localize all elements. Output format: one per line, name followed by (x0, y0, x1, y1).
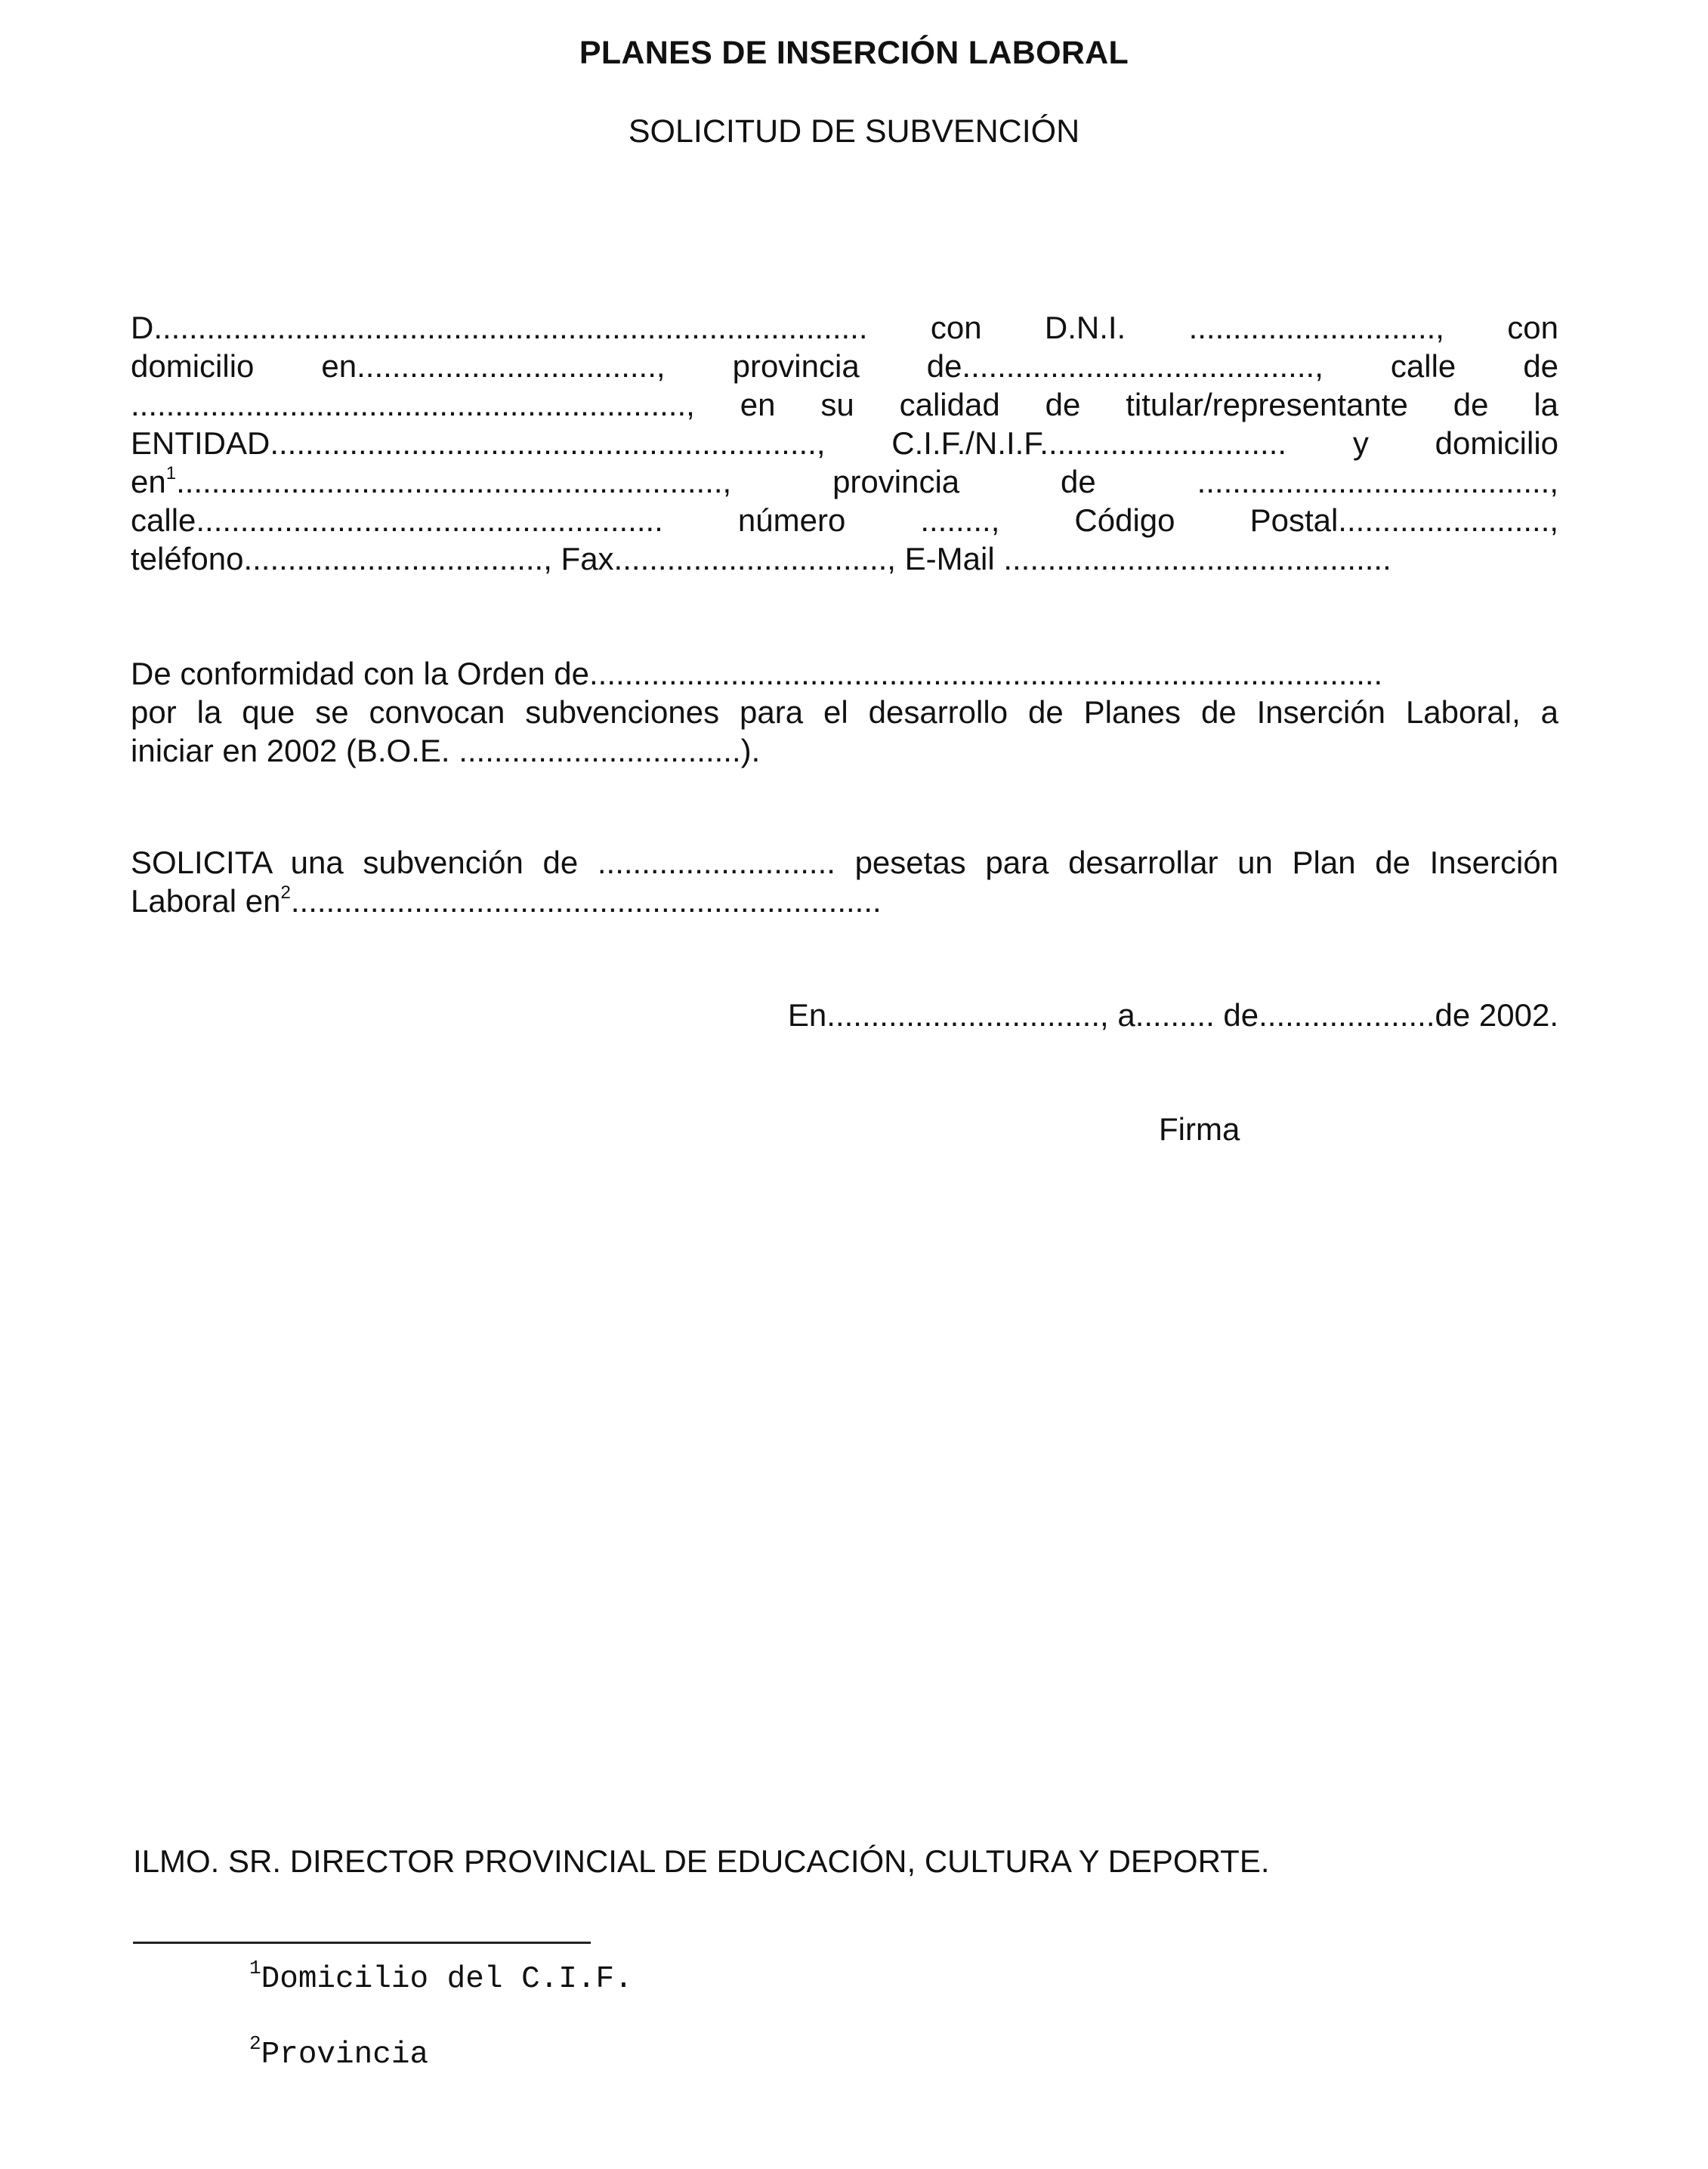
applicant-line-domicile: domicilio en.................................., provincia de........................................, calle de (131, 348, 1558, 384)
request-block (131, 843, 1558, 920)
date-line: En..............................., a......... de....................de 2002. (787, 997, 1558, 1033)
addressee: ILMO. SR. DIRECTOR PROVINCIAL DE EDUCACIÓN, CULTURA Y DEPORTE. (133, 1843, 1270, 1879)
footnote-ref-1: 1 (165, 463, 177, 484)
footnote-number: 1 (249, 1957, 261, 1979)
document-title: PLANES DE INSERCIÓN LABORAL (579, 35, 1129, 71)
footnote-number: 2 (249, 2032, 261, 2055)
applicant-line-contact: teléfono.................................., Fax..............................., E-Mail ............................................ (131, 541, 1391, 576)
conformity-line-call: por la que se convocan subvenciones para el desarrollo de Planes de Inserción Laboral, a (131, 694, 1558, 730)
applicant-line-name: D................................................................................. con D.N.I. ............................, con (131, 310, 1558, 345)
request-line-province: Laboral en$^2$................................................................... (131, 882, 882, 919)
request-line-amount: SOLICITA una subvención de ........................... pesetas para desarrollar un Plan de Inserción (131, 845, 1558, 880)
applicant-line-entity-address: en$^1$.............................................................., provincia de ........................................, (131, 463, 1558, 499)
document-subtitle: SOLICITUD DE SUBVENCIÓN (628, 113, 1080, 150)
footnote-ref-2: 2 (280, 882, 291, 903)
conformity-block (131, 654, 1558, 770)
conformity-line-order: De conformidad con la Orden de.......................................................................................... (131, 656, 1383, 691)
footnote-text: Domicilio del C.I.F. (261, 1962, 633, 1997)
footnote-divider (133, 1942, 591, 1944)
footnote-2 (249, 2032, 429, 2072)
footnote-text: Provincia (261, 2038, 429, 2072)
footnote-1 (249, 1957, 633, 1997)
signature-label: Firma (1159, 1111, 1240, 1147)
applicant-line-street: calle..................................................... número ........, Código Postal........................, (131, 502, 1558, 538)
applicant-line-capacity: ..............................................................., en su calidad de titular/representante de la (131, 387, 1558, 422)
conformity-line-boe: iniciar en 2002 (B.O.E. ................................). (131, 733, 761, 768)
applicant-line-entity: ENTIDAD.............................................................., C.I.F./N.I.F............................ y domicilio (131, 425, 1558, 461)
applicant-data-block (131, 308, 1558, 578)
